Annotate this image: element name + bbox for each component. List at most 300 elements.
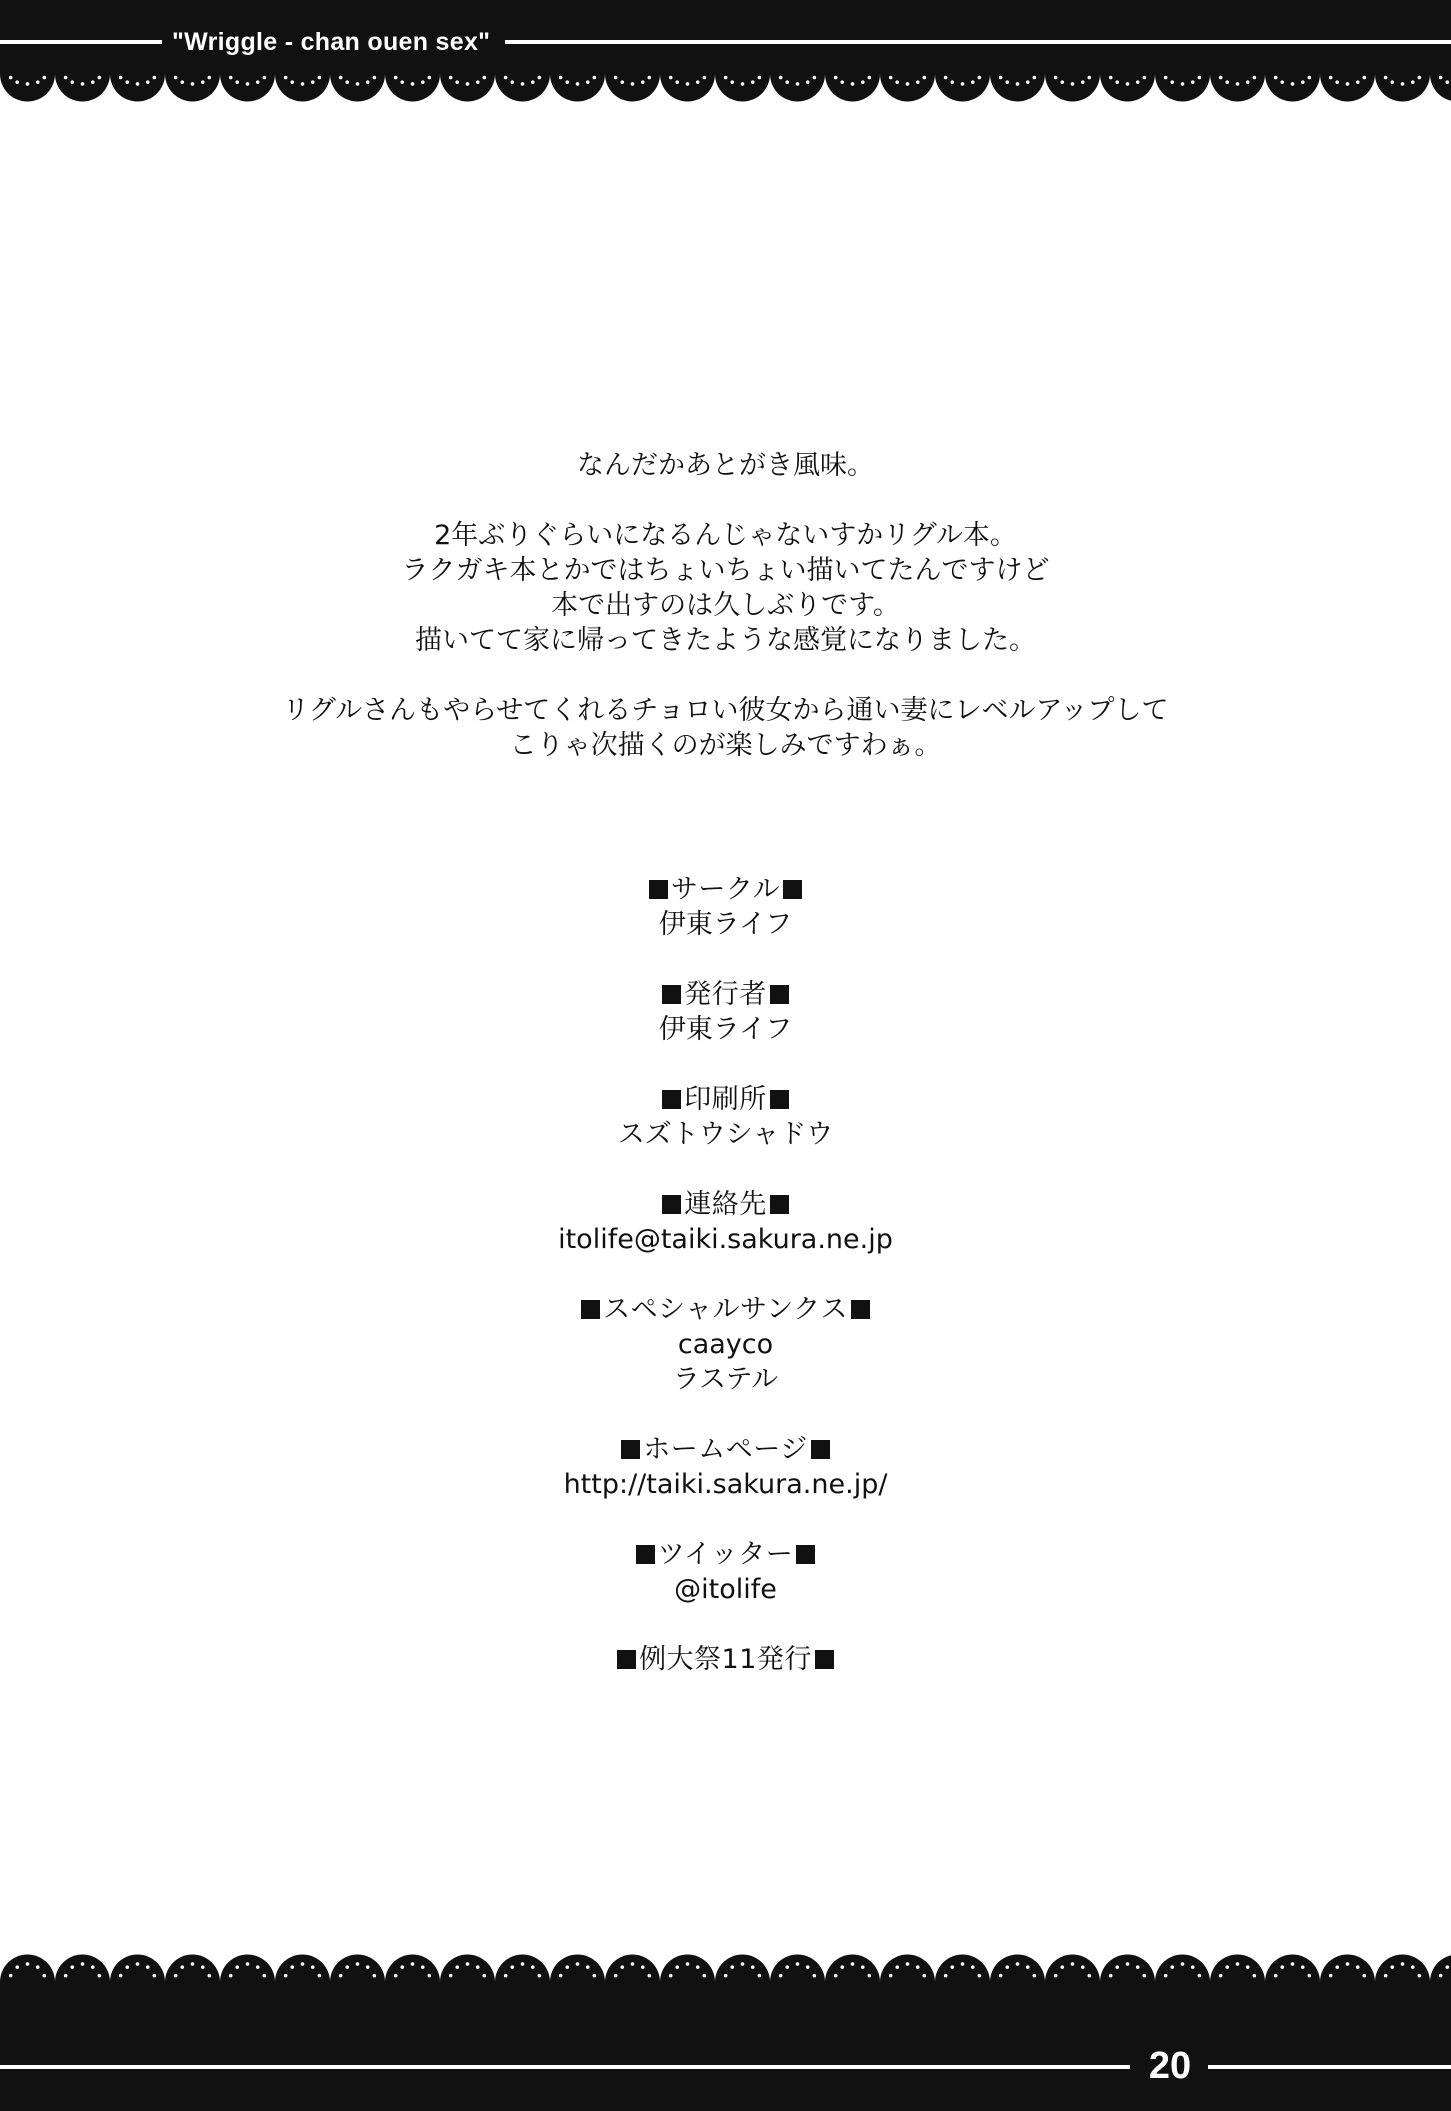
lace-dot (9, 1974, 13, 1978)
black-square-icon (662, 1090, 681, 1109)
lace-dot (1060, 80, 1064, 84)
lace-scallop (1100, 1955, 1155, 1989)
lace-scallop (275, 1955, 330, 1989)
lace-dot (950, 80, 954, 84)
credit-block (0, 1187, 1451, 1257)
lace-scallop (550, 1955, 605, 1989)
page-header (0, 0, 1451, 110)
lace-dot (631, 1962, 635, 1966)
lace-dot (483, 76, 487, 80)
credit-value: @itolife (674, 1574, 777, 1605)
black-square-icon (811, 1440, 830, 1459)
lace-dot (421, 80, 425, 84)
lace-dot (339, 1974, 343, 1978)
lace-dot (1115, 1965, 1119, 1969)
lace-dot (796, 82, 800, 86)
lace-dot (26, 1962, 30, 1966)
lace-scallop (330, 1955, 385, 1989)
lace-dot (1363, 1974, 1367, 1978)
lace-dot (1054, 1974, 1058, 1978)
lace-dot (1016, 82, 1020, 86)
lace-dot (521, 82, 525, 86)
lace-dot (476, 80, 480, 84)
lace-dot (730, 80, 734, 84)
lace-dot (1016, 1962, 1020, 1966)
lace-dot (889, 76, 893, 80)
black-square-icon (662, 985, 681, 1004)
afterword-line: リグルさんもやらせてくれるチョロい彼女から通い妻にレベルアップして (282, 695, 1169, 726)
lace-dot (36, 1965, 40, 1969)
lace-dot (256, 1965, 260, 1969)
lace-dot (246, 1962, 250, 1966)
lace-dot (455, 1965, 459, 1969)
lace-dot (593, 76, 597, 80)
lace-dot (1291, 82, 1295, 86)
lace-dot (466, 1962, 470, 1966)
lace-dot (1088, 76, 1092, 80)
credit-block (0, 1432, 1451, 1502)
lace-dot (1308, 76, 1312, 80)
lace-dot (504, 76, 508, 80)
lace-dot (373, 1974, 377, 1978)
lace-dot (840, 80, 844, 84)
lace-dot (1236, 1962, 1240, 1966)
lace-dot (521, 1962, 525, 1966)
lace-dot (1301, 80, 1305, 84)
lace-dot (1191, 1965, 1195, 1969)
lace-dot (476, 1965, 480, 1969)
lace-dot (813, 1974, 817, 1978)
lace-dot (1081, 1965, 1085, 1969)
lace-dot (1181, 82, 1185, 86)
lace-dot (119, 1974, 123, 1978)
lace-dot (339, 76, 343, 80)
lace-dot (576, 1962, 580, 1966)
lace-dot (70, 1965, 74, 1969)
lace-scallop (660, 1955, 715, 1989)
page-footer (0, 1946, 1451, 2111)
lace-dot (43, 1974, 47, 1978)
lace-dot (851, 1962, 855, 1966)
lace-dot (153, 76, 157, 80)
lace-dot (428, 1974, 432, 1978)
lace-dot (510, 1965, 514, 1969)
lace-dot (834, 76, 838, 80)
afterword-line: 本で出すのは久しぶりです。 (551, 590, 900, 621)
lace-scallop (495, 1955, 550, 1989)
credit-value: 伊東ライフ (658, 909, 793, 940)
credit-label (0, 1187, 1451, 1222)
page-number: 20 (1148, 2045, 1192, 2087)
lace-dot (1246, 1965, 1250, 1969)
credit-label (0, 977, 1451, 1012)
afterword-line: こりゃ次描くのが楽しみですわぁ。 (509, 730, 942, 761)
black-square-icon (851, 1300, 870, 1319)
lace-scallop (1375, 1955, 1430, 1989)
lace-dot (1126, 1962, 1130, 1966)
lace-dot (813, 76, 817, 80)
lace-dot (311, 80, 315, 84)
lace-dot (510, 80, 514, 84)
lace-scallop (1430, 68, 1451, 102)
lace-dot (999, 76, 1003, 80)
lace-dot (504, 1974, 508, 1978)
lace-dot (235, 80, 239, 84)
lace-dot (889, 1974, 893, 1978)
lace-dot (180, 80, 184, 84)
lace-dot (1346, 1962, 1350, 1966)
black-square-icon (796, 1545, 815, 1564)
lace-dot (1026, 1965, 1030, 1969)
lace-dot (906, 82, 910, 86)
lace-scallop (990, 1955, 1045, 1989)
lace-dot (620, 1965, 624, 1969)
lace-dot (1384, 1974, 1388, 1978)
lace-dot (971, 1965, 975, 1969)
lace-dot (64, 1974, 68, 1978)
lace-dot (1126, 82, 1130, 86)
lace-scallop (825, 1955, 880, 1988)
lace-dot (1291, 1962, 1295, 1966)
lace-dot (559, 76, 563, 80)
lace-dot (1335, 1965, 1339, 1969)
footer-rule-right (1208, 2065, 1451, 2069)
lace-dot (1136, 80, 1140, 84)
lace-dot (1439, 76, 1443, 80)
lace-dot (1198, 1974, 1202, 1978)
lace-dot (944, 76, 948, 80)
lace-dot (36, 80, 40, 84)
credit-label-text: 連絡先 (684, 1189, 767, 1220)
footer-band (0, 1986, 1451, 2111)
lace-dot (1253, 1974, 1257, 1978)
lace-dot (1071, 82, 1075, 86)
lace-dot (400, 1965, 404, 1969)
lace-dot (26, 82, 30, 86)
lace-dot (98, 76, 102, 80)
lace-dot (1335, 80, 1339, 84)
credit-block (0, 1537, 1451, 1607)
lace-scallop (1265, 1955, 1320, 1989)
afterword-line: ラクガキ本とかではちょいちょい描いてたんですけど (401, 555, 1050, 586)
lace-dot (9, 76, 13, 80)
credit-value: スズトウシャドウ (617, 1119, 834, 1150)
black-square-icon (621, 1440, 640, 1459)
lace-dot (565, 1965, 569, 1969)
lace-dot (81, 82, 85, 86)
lace-dot (1329, 1974, 1333, 1978)
lace-dot (1411, 80, 1415, 84)
black-square-icon (649, 880, 668, 899)
lace-scallop (935, 1955, 990, 1989)
lace-dot (806, 80, 810, 84)
lace-dot (686, 1962, 690, 1966)
afterword-text (0, 448, 1451, 763)
lace-dot (785, 80, 789, 84)
lace-dot (1356, 1965, 1360, 1969)
lace-dot (125, 80, 129, 84)
lace-dot (586, 1965, 590, 1969)
lace-scallop (385, 1955, 440, 1988)
lace-dot (785, 1965, 789, 1969)
lace-dot (840, 1965, 844, 1969)
lace-dot (861, 1965, 865, 1969)
lace-dot (758, 1974, 762, 1978)
credit-label (0, 1082, 1451, 1117)
lace-dot (614, 1974, 618, 1978)
credit-label (0, 1537, 1451, 1572)
lace-dot (91, 80, 95, 84)
lace-dot (868, 1974, 872, 1978)
lace-dot (208, 1974, 212, 1978)
lace-dot (724, 1974, 728, 1978)
lace-dot (1191, 80, 1195, 84)
lace-dot (1143, 76, 1147, 80)
lace-dot (1219, 1974, 1223, 1978)
lace-dot (531, 1965, 535, 1969)
lace-dot (895, 80, 899, 84)
lace-scallop (715, 1955, 770, 1989)
lace-scallop (1045, 1955, 1100, 1989)
lace-dot (1060, 1965, 1064, 1969)
lace-dot (1280, 80, 1284, 84)
lace-dot (235, 1965, 239, 1969)
lace-dot (356, 82, 360, 86)
lace-dot (366, 1965, 370, 1969)
credit-label-text: 例大祭11発行 (639, 1644, 812, 1675)
lace-dot (923, 76, 927, 80)
lace-dot (1439, 1974, 1443, 1978)
lace-dot (153, 1974, 157, 1978)
lace-dot (1390, 1965, 1394, 1969)
lace-dot (741, 82, 745, 86)
credit-block (0, 1082, 1451, 1152)
lace-dot (703, 1974, 707, 1978)
lace-dot (1071, 1962, 1075, 1966)
lace-dot (1225, 1965, 1229, 1969)
lace-scallop (1320, 1955, 1375, 1989)
lace-dot (180, 1965, 184, 1969)
lace-dot (961, 1962, 965, 1966)
credit-label (0, 1642, 1451, 1677)
credit-value: caayco (677, 1329, 774, 1360)
lace-dot (1198, 76, 1202, 80)
lace-dot (98, 1974, 102, 1978)
lace-dot (1170, 80, 1174, 84)
lace-dot (741, 1962, 745, 1966)
lace-dot (593, 1974, 597, 1978)
lace-dot (449, 76, 453, 80)
lace-dot (356, 1962, 360, 1966)
credit-value: http://taiki.sakura.ne.jp/ (563, 1469, 888, 1500)
lace-dot (290, 80, 294, 84)
black-square-icon (770, 985, 789, 1004)
page-header-title: "Wriggle - chan ouen sex" (172, 28, 491, 56)
lace-dot (978, 1974, 982, 1978)
lace-dot (696, 80, 700, 84)
lace-dot (1181, 1962, 1185, 1966)
lace-scallop (55, 1955, 110, 1988)
lace-scallop (770, 1955, 825, 1989)
lace-dot (483, 1974, 487, 1978)
lace-dot (675, 80, 679, 84)
lace-dot (1329, 76, 1333, 80)
lace-dot (758, 76, 762, 80)
lace-dot (91, 1965, 95, 1969)
lace-dot (834, 1974, 838, 1978)
lace-dot (256, 80, 260, 84)
afterword-line: 2年ぶりぐらいになるんじゃないすかリグル本。 (434, 520, 1017, 551)
lace-dot (916, 1965, 920, 1969)
credit-block (0, 1292, 1451, 1397)
lace-dot (669, 1974, 673, 1978)
lace-dot (284, 1974, 288, 1978)
lace-dot (895, 1965, 899, 1969)
lace-dot (675, 1965, 679, 1969)
lace-dot (576, 82, 580, 86)
lace-dot (208, 76, 212, 80)
credit-label-text: 発行者 (684, 979, 767, 1010)
lace-dot (1054, 76, 1058, 80)
lace-dot (284, 76, 288, 80)
credit-label (0, 1432, 1451, 1467)
lace-dot (1033, 76, 1037, 80)
credit-block (0, 977, 1451, 1047)
lace-dot (950, 1965, 954, 1969)
lace-dot (229, 1974, 233, 1978)
lace-dot (15, 80, 19, 84)
lace-dot (565, 80, 569, 84)
lace-dot (1445, 80, 1449, 84)
lace-dot (669, 76, 673, 80)
lace-dot (394, 1974, 398, 1978)
credit-label (0, 872, 1451, 907)
credit-value: itolife@taiki.sakura.ne.jp (558, 1224, 893, 1255)
lace-dot (1390, 80, 1394, 84)
lace-scallop (1155, 1955, 1210, 1989)
lace-dot (868, 76, 872, 80)
lace-scallop (110, 1955, 165, 1989)
lace-dot (318, 76, 322, 80)
afterword-line: なんだかあとがき風味。 (577, 450, 874, 481)
lace-scallop (880, 1955, 935, 1989)
lace-scallop (0, 1955, 55, 1988)
lace-dot (119, 76, 123, 80)
lace-dot (136, 82, 140, 86)
lace-dot (1274, 1974, 1278, 1978)
lace-dot (620, 80, 624, 84)
lace-dot (538, 76, 542, 80)
lace-dot (696, 1965, 700, 1969)
lace-dot (1274, 76, 1278, 80)
lace-scallop (440, 1955, 495, 1989)
lace-dot (703, 76, 707, 80)
lace-dot (648, 1974, 652, 1978)
lace-dot (400, 80, 404, 84)
lace-dot (631, 82, 635, 86)
lace-dot (1219, 76, 1223, 80)
black-square-icon (783, 880, 802, 899)
lace-dot (311, 1965, 315, 1969)
lace-dot (1301, 1965, 1305, 1969)
lace-dot (15, 1965, 19, 1969)
lace-dot (751, 80, 755, 84)
lace-dot (301, 1962, 305, 1966)
lace-dot (1445, 1965, 1449, 1969)
credit-label-text: 印刷所 (684, 1084, 767, 1115)
lace-dot (174, 1974, 178, 1978)
black-square-icon (770, 1195, 789, 1214)
lace-dot (146, 80, 150, 84)
lace-dot (394, 76, 398, 80)
header-rule-left (0, 40, 162, 44)
black-square-icon (617, 1650, 636, 1669)
lace-dot (1401, 1962, 1405, 1966)
credit-label-text: ホームページ (643, 1434, 808, 1465)
lace-dot (923, 1974, 927, 1978)
lace-scallop (605, 1955, 660, 1989)
lace-dot (538, 1974, 542, 1978)
lace-dot (1253, 76, 1257, 80)
lace-dot (1384, 76, 1388, 80)
lace-dot (466, 82, 470, 86)
lace-dot (978, 76, 982, 80)
lace-dot (779, 1974, 783, 1978)
lace-dot (531, 80, 535, 84)
lace-dot (411, 82, 415, 86)
lace-dot (318, 1974, 322, 1978)
black-square-icon (581, 1300, 600, 1319)
lace-dot (449, 1974, 453, 1978)
lace-dot (1164, 1974, 1168, 1978)
lace-dot (301, 82, 305, 86)
lace-dot (806, 1965, 810, 1969)
lace-dot (1164, 76, 1168, 80)
lace-dot (1308, 1974, 1312, 1978)
lace-dot (944, 1974, 948, 1978)
lace-dot (136, 1962, 140, 1966)
lace-dot (174, 76, 178, 80)
paragraph-gap (0, 483, 1451, 518)
lace-dot (1109, 76, 1113, 80)
lace-dot (861, 80, 865, 84)
lace-dot (730, 1965, 734, 1969)
lace-dot (1026, 80, 1030, 84)
lace-dot (1418, 1974, 1422, 1978)
lace-dot (246, 82, 250, 86)
credit-label (0, 1292, 1451, 1327)
lace-dot (1363, 76, 1367, 80)
lace-scallop (220, 1955, 275, 1989)
lace-dot (999, 1974, 1003, 1978)
paragraph-gap (0, 658, 1451, 693)
lace-dot (290, 1965, 294, 1969)
footer-lace-trim (0, 1946, 1451, 1988)
lace-dot (125, 1965, 129, 1969)
lace-dot (1246, 80, 1250, 84)
black-square-icon (636, 1545, 655, 1564)
lace-dot (916, 80, 920, 84)
lace-dot (373, 76, 377, 80)
lace-dot (851, 82, 855, 86)
lace-dot (146, 1965, 150, 1969)
credit-label-text: サークル (670, 874, 781, 905)
lace-scallop (165, 1955, 220, 1988)
lace-dot (1033, 1974, 1037, 1978)
lace-scallop (1210, 1955, 1265, 1989)
lace-dot (971, 80, 975, 84)
lace-dot (1418, 76, 1422, 80)
